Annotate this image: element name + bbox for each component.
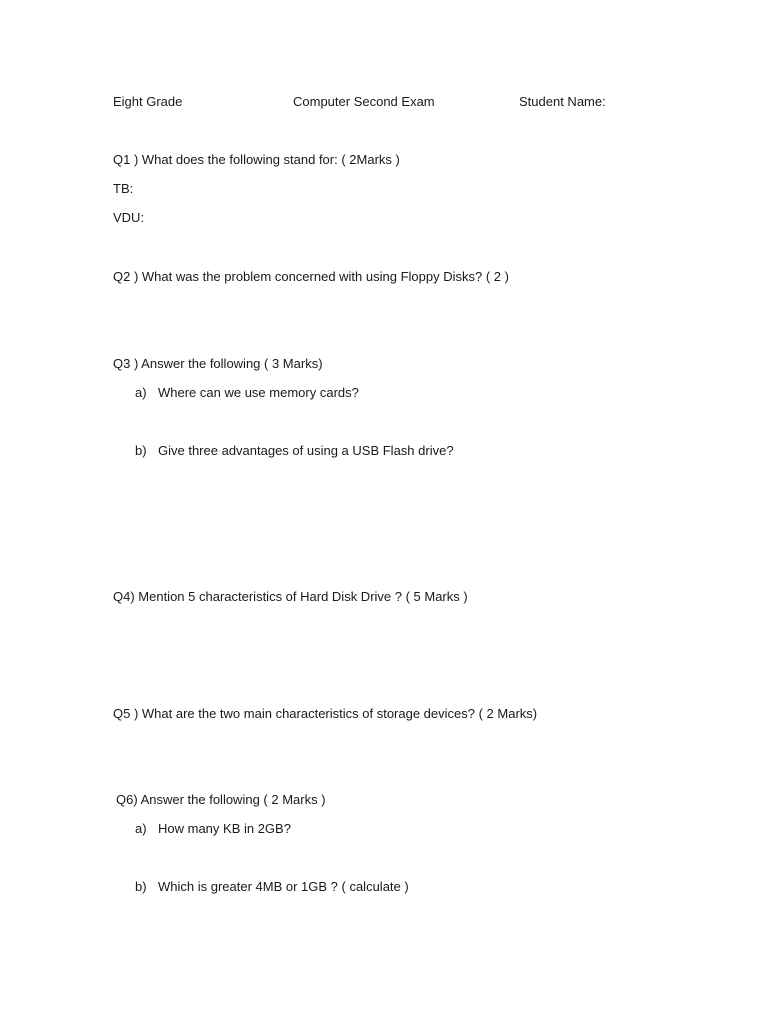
question-4-text: Q4) Mention 5 characteristics of Hard Disk Drive ? ( 5 Marks ) (113, 589, 468, 604)
question-3-text: Q3 ) Answer the following ( 3 Marks) (113, 356, 323, 371)
question-2-text: Q2 ) What was the problem concerned with using Floppy Disks? ( 2 ) (113, 269, 509, 284)
question-3b-text: Give three advantages of using a USB Flash drive? (158, 443, 454, 458)
student-name-label: Student Name: (519, 94, 606, 109)
question-6-text: Q6) Answer the following ( 2 Marks ) (116, 792, 326, 807)
question-3b-marker: b) (135, 443, 147, 458)
exam-title: Computer Second Exam (293, 94, 435, 109)
question-6b-marker: b) (135, 879, 147, 894)
question-6a-text: How many KB in 2GB? (158, 821, 291, 836)
question-3a-text: Where can we use memory cards? (158, 385, 359, 400)
question-1-item-vdu: VDU: (113, 210, 145, 225)
grade-label: Eight Grade (113, 94, 183, 109)
question-1-text: Q1 ) What does the following stand for: ( 2Marks ) (113, 152, 400, 167)
question-5-text: Q5 ) What are the two main characteristics of storage devices? ( 2 Marks) (113, 706, 538, 721)
question-6b-text: Which is greater 4MB or 1GB ? ( calculate ) (158, 879, 409, 894)
question-6a-marker: a) (135, 821, 147, 836)
question-3a-marker: a) (135, 385, 147, 400)
question-1-item-tb: TB: (113, 181, 134, 196)
